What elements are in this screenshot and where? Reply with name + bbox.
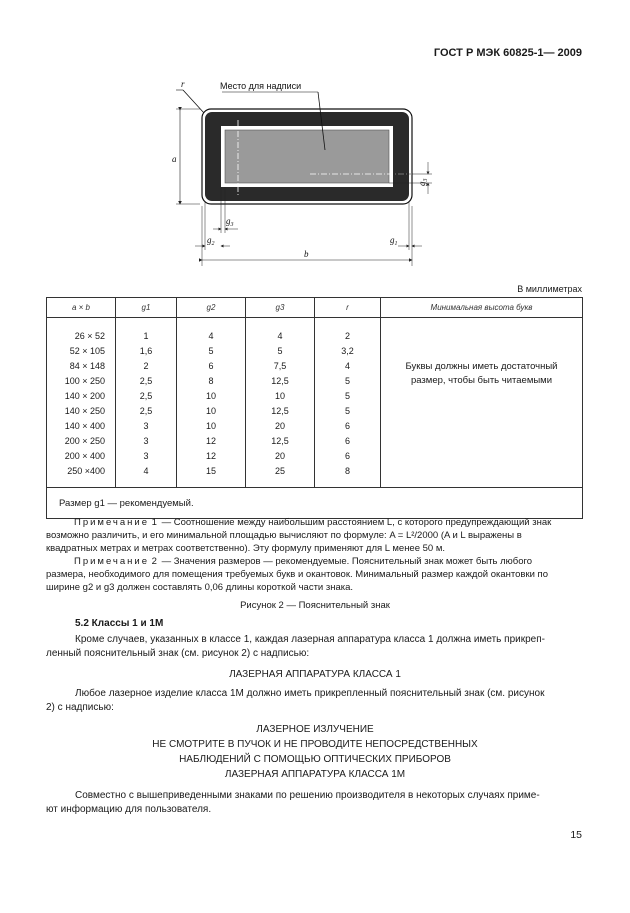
header-g3: g3: [246, 298, 315, 318]
label-g3-right: $g_3$: [417, 178, 429, 186]
note-1: Примечание 1 — Соотношение между наибольшим расстоянием L, с которого предупреждающий знак возможно различить, и его минимальной площадью вычисляют по формуле: A = L²/2000 (A и L выражены в квадратных метрах и метрах соответственно). Эту формулу применяют для L менее 50 м.: [46, 517, 552, 554]
col-g2: 4 5 6 8 10 10 10 12 12 15: [177, 318, 246, 488]
col-r: 2 3,2 4 5 5 5 6 6 6 8: [315, 318, 381, 488]
dimensions-table: [46, 297, 583, 519]
label-a: a: [172, 154, 177, 164]
units-label: В миллиметрах: [517, 284, 582, 294]
sign-text-area: [225, 130, 389, 183]
label-g2: $g_2$: [207, 235, 215, 247]
header-axb: a × b: [47, 298, 116, 318]
note-2: Примечание 2 — Значения размеров — рекомендуемые. Пояснительный знак может быть любого размера, необходимого для помещения требуемых букв и окантовок. Минимальный размер каждой окантовки по ширине g2 и g3 должен составлять 0,06 длины короткой части знака.: [46, 556, 548, 593]
col-g1: 1 1,6 2 2,5 2,5 2,5 3 3 3 4: [116, 318, 177, 488]
label-b: b: [304, 249, 309, 259]
section-title: 5.2 Классы 1 и 1М: [75, 618, 164, 629]
paragraph-2: Любое лазерное изделие класса 1М должно иметь прикрепленный пояснительный знак (см. рисунок 2) с надписью:: [46, 688, 545, 713]
explanatory-sign-figure: [0, 0, 630, 280]
paragraph-1: Кроме случаев, указанных в классе 1, каждая лазерная аппаратура класса 1 должна иметь прикреп- ленный пояснительный знак (см. рисунок 2) с надписью:: [46, 634, 545, 659]
table-data-row: [47, 318, 583, 488]
col-axb: 26 × 52 52 × 105 84 × 148 100 × 250 140 × 200 140 × 250 140 × 400 200 × 250 200 × 400 250 ×400: [47, 318, 116, 488]
document-header: ГОСТ Р МЭК 60825-1— 2009: [433, 47, 582, 59]
inscription-class-1m: ЛАЗЕРНОЕ ИЗЛУЧЕНИЕ НЕ СМОТРИТЕ В ПУЧОК И НЕ ПРОВОДИТЕ НЕПОСРЕДСТВЕННЫХ НАБЛЮДЕНИЙ С ПОМОЩЬЮ ОПТИЧЕСКИХ ПРИБОРОВ ЛАЗЕРНАЯ АППАРАТУРА КЛАССА 1М: [152, 724, 478, 780]
label-g1: $g_1$: [390, 235, 398, 247]
label-place-for-inscription: Место для надписи: [220, 81, 302, 91]
paragraph-3: Совместно с вышеприведенными знаками по решению производителя в некоторых случаях приме- ют информацию для пользователя.: [46, 790, 540, 815]
label-g3-bottom: $g_3$: [226, 216, 234, 228]
inscription-class-1: ЛАЗЕРНАЯ АППАРАТУРА КЛАССА 1: [229, 669, 401, 680]
header-g1: g1: [116, 298, 177, 318]
table-footnote-row: [47, 488, 583, 519]
figure-caption: Рисунок 2 — Пояснительный знак: [240, 600, 390, 611]
header-g2: g2: [177, 298, 246, 318]
page-number: 15: [570, 829, 582, 841]
table-header-row: [47, 298, 583, 318]
header-r: r: [315, 298, 381, 318]
col-g3: 4 5 7,5 12,5 10 12,5 20 12,5 20 25: [246, 318, 315, 488]
header-letter-height: Минимальная высота букв: [381, 298, 583, 318]
letter-height-note: Буквы должны иметь достаточный размер, чтобы быть читаемыми: [381, 318, 583, 488]
label-r: r: [181, 79, 185, 89]
table-footnote: Размер g1 — рекомендуемый.: [47, 488, 583, 519]
